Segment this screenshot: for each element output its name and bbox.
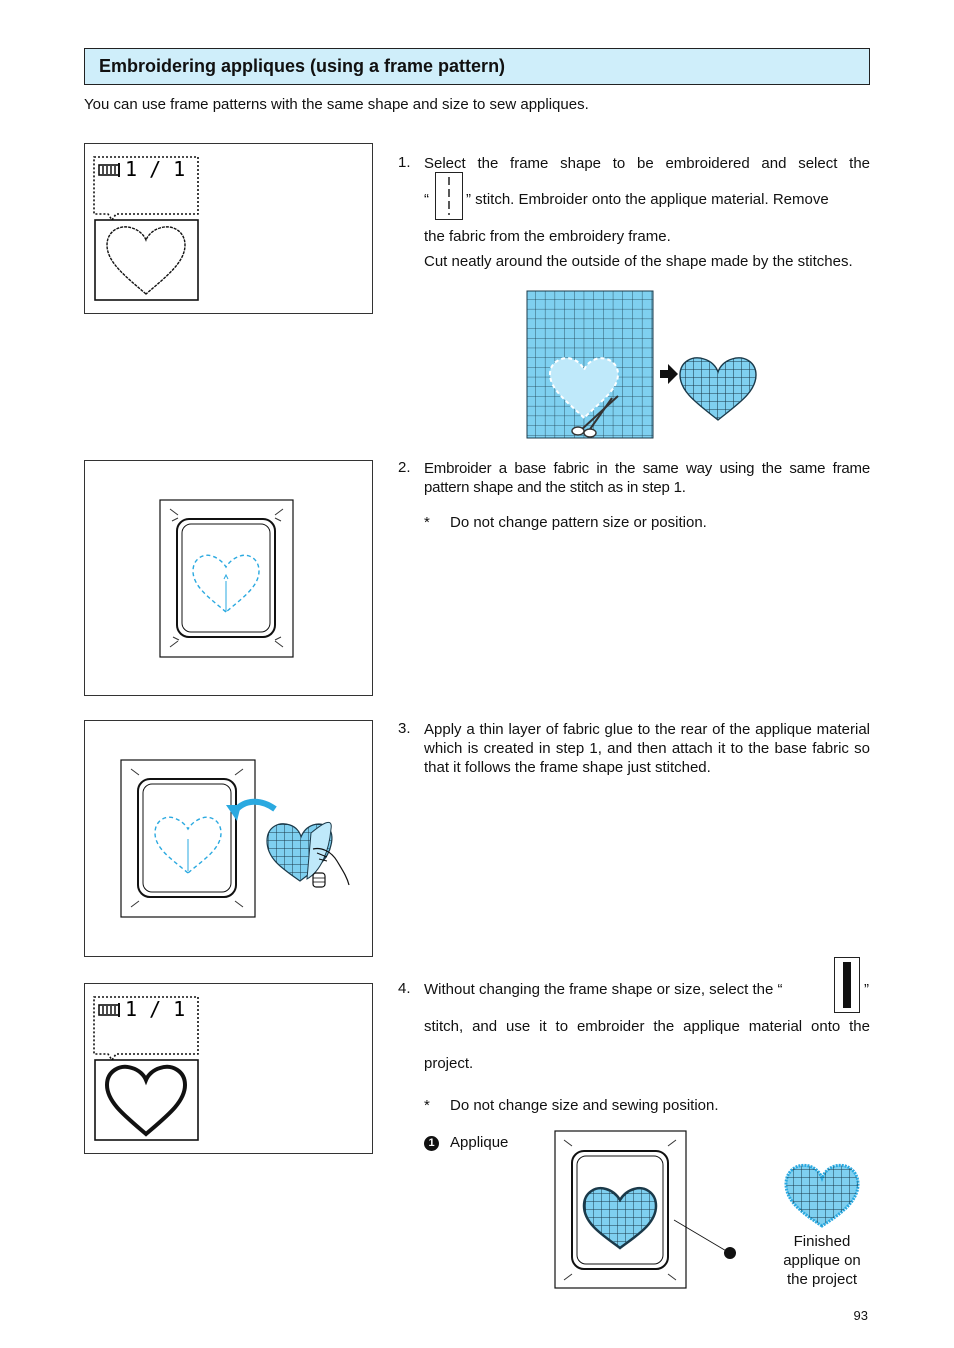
lcd-counter: 1 / 1 <box>125 157 186 181</box>
step3-glue-panel <box>84 720 373 957</box>
running-stitch-icon <box>435 172 463 220</box>
spool-icon <box>99 1003 119 1017</box>
step3-text: Apply a thin layer of fabric glue to the rear of the applique material which is created in step 1, and then attach it to the base fabric so that it follows the frame shape just stitched. <box>424 721 870 776</box>
step4-line1-post: ” <box>864 981 869 998</box>
step2-frame-panel <box>84 460 373 696</box>
step2-text: Embroider a base fabric in the same way using the same frame pattern shape and the stitch as in step 1. <box>424 460 870 496</box>
page-number: 93 <box>853 1308 868 1323</box>
step1-line2-post: ” stitch. Embroider onto the applique material. Remove <box>466 191 829 208</box>
callout-number: 1 <box>428 1137 435 1149</box>
section-header <box>84 48 870 85</box>
step1-line1: Select the frame shape to be embroidered and select the <box>424 155 870 172</box>
lcd-counter: 1 / 1 <box>125 997 186 1021</box>
callout-number-badge <box>424 1136 439 1151</box>
finished-caption <box>762 1232 882 1289</box>
step4-lcd-panel <box>84 983 373 1154</box>
intro-text: You can use frame patterns with the same shape and size to sew appliques. <box>84 96 589 113</box>
lcd-screen-illustration-satin <box>85 984 372 1153</box>
section-title: Embroidering appliques (using a frame pattern) <box>99 56 506 76</box>
applique-label: Applique <box>450 1134 509 1151</box>
step4-note-mark: * <box>424 1097 430 1114</box>
step4-line3: project. <box>424 1055 474 1072</box>
cut-applique-illustration <box>526 290 766 440</box>
step3-number: 3. <box>398 720 411 737</box>
caption-line: applique on <box>783 1252 861 1269</box>
step2-note: Do not change pattern size or position. <box>450 514 707 531</box>
satin-stitch-icon <box>834 957 860 1013</box>
step2-number: 2. <box>398 459 411 476</box>
step4-number: 4. <box>398 980 411 997</box>
caption-line: the project <box>786 1271 858 1288</box>
arrow-right-icon <box>660 364 678 384</box>
glue-bottle-icon <box>313 873 325 887</box>
step1-number: 1. <box>398 154 411 171</box>
step1-line4: Cut neatly around the outside of the shape made by the stitches. <box>424 253 853 270</box>
step2-note-mark: * <box>424 514 430 531</box>
step4-note: Do not change size and sewing position. <box>450 1097 719 1114</box>
step1-line3: the fabric from the embroidery frame. <box>424 228 671 245</box>
spool-icon <box>99 163 119 177</box>
caption-line: Finished <box>793 1233 851 1250</box>
step4-line1-pre: Without changing the frame shape or size, select the “ <box>424 981 783 998</box>
step1-line2-pre: “ <box>424 191 429 208</box>
step1-lcd-panel <box>84 143 373 314</box>
lcd-screen-illustration <box>85 144 372 313</box>
step4-line2: stitch, and use it to embroider the applique material onto the <box>424 1018 870 1035</box>
